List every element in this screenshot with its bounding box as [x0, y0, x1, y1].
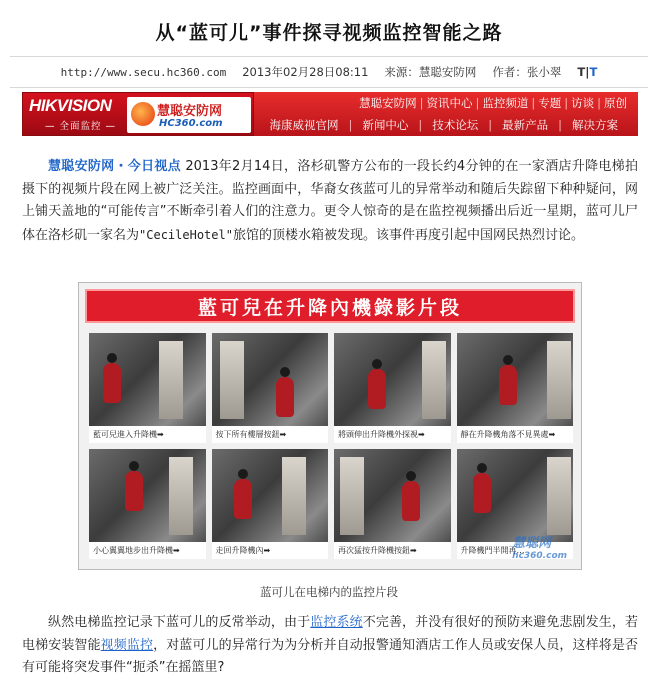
secu-logo-icon: [131, 102, 155, 126]
article-paragraph-2: [22, 612, 638, 680]
figure-header: 藍可兒在升降內機錄影片段: [85, 289, 575, 323]
person-head: [406, 471, 416, 481]
article-title: 从“蓝可儿”事件探寻视频监控智能之路: [155, 22, 503, 44]
frame-caption: 按下所有樓層按鈕➡: [212, 427, 329, 443]
nav-link-solutions[interactable]: 解决方案: [572, 118, 618, 132]
nav-link-secu[interactable]: 慧聪安防网: [359, 96, 417, 110]
nav-separator: |: [564, 96, 569, 110]
video-frame-1: [89, 333, 206, 443]
person-head: [107, 353, 117, 363]
paragraph-text: 不完善，并没有很好的预防来避免悲剧发生，若电梯安装智能: [22, 615, 638, 653]
nav-separator: |: [418, 118, 423, 132]
watermark-text: 慧聪网: [512, 536, 552, 551]
video-frame-3: [334, 333, 451, 443]
video-frame-7: [334, 449, 451, 559]
nav-link-topics[interactable]: 专题: [538, 96, 562, 110]
elevator-door: [547, 341, 571, 419]
hikvision-slogan: — 全面监控 —: [45, 121, 117, 132]
video-frame-6: [212, 449, 329, 559]
frame-caption: 再次猛按升降機按鈕➡: [334, 543, 451, 559]
frame-image: [457, 449, 574, 542]
meta-source[interactable]: 来源：慧聪安防网: [384, 65, 477, 79]
person-figure: [368, 369, 386, 409]
person-figure: [473, 473, 491, 513]
paragraph-text: ，对蓝可儿的异常行为为分析并自动报警通知酒店工作人员或安保人员，这样将是否有可能将突发事件“扼杀”在摇篮里?: [22, 637, 638, 675]
person-figure: [402, 481, 420, 521]
frame-image: [457, 333, 574, 426]
meta-author: 作者：张小翠: [492, 65, 562, 79]
nav-separator: |: [348, 118, 353, 132]
banner-nav-row-1: [254, 92, 638, 114]
font-large-button[interactable]: T: [589, 65, 598, 79]
nav-separator: |: [558, 118, 562, 132]
frame-image: [89, 449, 206, 542]
elevator-door: [547, 457, 571, 535]
video-frame-4: [457, 333, 574, 443]
cctv-figure: [78, 282, 582, 570]
nav-separator: |: [531, 96, 536, 110]
nav-link-products[interactable]: 最新产品: [502, 118, 549, 132]
frame-caption: 藍可兒進入升降機➡: [89, 427, 206, 443]
meta-date: 2013年02月28日08:11: [242, 65, 369, 79]
elevator-door: [169, 457, 193, 535]
frame-caption: 走回升降機內➡: [212, 543, 329, 559]
secu-logo-url: HC360.com: [159, 118, 223, 129]
font-size-toggle: [577, 65, 597, 79]
lead-link[interactable]: 慧聪安防网・今日视点: [48, 159, 181, 174]
frame-image: [212, 449, 329, 542]
person-head: [238, 469, 248, 479]
article-paragraph-1: [22, 156, 638, 247]
nav-link-news-center[interactable]: 资讯中心: [426, 96, 473, 110]
font-toggle-separator: |: [585, 65, 590, 79]
secu-logo-name: 慧聪安防网: [157, 104, 223, 119]
person-figure: [125, 471, 143, 511]
nav-link-interviews[interactable]: 访谈: [571, 96, 595, 110]
person-head: [129, 461, 139, 471]
frame-caption: 靜在升降機角落不見異處➡: [457, 427, 574, 443]
person-head: [503, 355, 513, 365]
nav-link-forum[interactable]: 技术论坛: [432, 118, 479, 132]
video-frame-5: [89, 449, 206, 559]
frame-caption: 小心翼翼地步出升降機➡: [89, 543, 206, 559]
paragraph-text: 2013年2月14日，洛杉矶警方公布的一段长约4分钟的在一家酒店升降电梯拍摄下的视频片段在网上被广泛关注。监控画面中，华裔女孩蓝可儿的异常举动和随后失踪留下种种疑问，网上铺天盖地的“可能传言”不断牵引着人们的注意力。更令人惊奇的是在监控视频播出后近一星期，蓝可儿尸体在洛杉矶一家名为: [22, 159, 638, 243]
nav-link-original[interactable]: 原创: [604, 96, 627, 110]
ad-banner[interactable]: [22, 92, 638, 136]
article-meta: [10, 56, 648, 88]
frame-image: [334, 449, 451, 542]
nav-separator: |: [475, 96, 480, 110]
secu-logo[interactable]: [127, 97, 251, 133]
paragraph-text: 旅馆的顶楼水箱被发现。该事件再度引起中国网民热烈讨论。: [232, 227, 584, 243]
nav-link-news[interactable]: 新闻中心: [362, 118, 409, 132]
video-frame-2: [212, 333, 329, 443]
link-monitoring-system[interactable]: 监控系统: [310, 615, 363, 630]
watermark-url: hc360.com: [512, 551, 567, 561]
link-video-surveillance[interactable]: 视频监控: [100, 637, 154, 653]
paragraph-text: 纵然电梯监控记录下蓝可儿的反常举动，由于: [48, 615, 311, 630]
elevator-door: [422, 341, 446, 419]
banner-nav-row-2: [254, 114, 638, 136]
hotel-name: "CecileHotel": [139, 227, 233, 242]
nav-link-hikvision-site[interactable]: 海康威视官网: [269, 118, 339, 132]
hikvision-logo-block[interactable]: [22, 92, 254, 136]
person-figure: [276, 377, 294, 417]
hikvision-logo: HIKVISION: [29, 96, 112, 115]
person-figure: [499, 365, 517, 405]
frame-image: [334, 333, 451, 426]
person-head: [372, 359, 382, 369]
nav-separator: |: [488, 118, 493, 132]
elevator-door: [159, 341, 183, 419]
elevator-door: [220, 341, 244, 419]
elevator-door: [282, 457, 306, 535]
frame-image: [89, 333, 206, 426]
meta-url[interactable]: http://www.secu.hc360.com: [60, 65, 227, 79]
font-small-button[interactable]: T: [577, 65, 586, 79]
figure-caption: 蓝可儿在电梯内的监控片段: [260, 585, 398, 599]
frame-image: [212, 333, 329, 426]
frame-grid: [89, 333, 573, 559]
nav-separator: |: [597, 96, 601, 110]
frame-caption: 將頭伸出升降機外探視➡: [334, 427, 451, 443]
hc360-watermark: [512, 532, 567, 561]
person-head: [477, 463, 487, 473]
elevator-door: [340, 457, 364, 535]
person-figure: [103, 363, 121, 403]
nav-link-monitor-channel[interactable]: 监控频道: [482, 96, 529, 110]
nav-separator: |: [419, 96, 424, 110]
person-figure: [234, 479, 252, 519]
frame-caption: 升降機門半開再…: [457, 543, 574, 559]
banner-nav: [254, 92, 638, 136]
person-head: [280, 367, 290, 377]
